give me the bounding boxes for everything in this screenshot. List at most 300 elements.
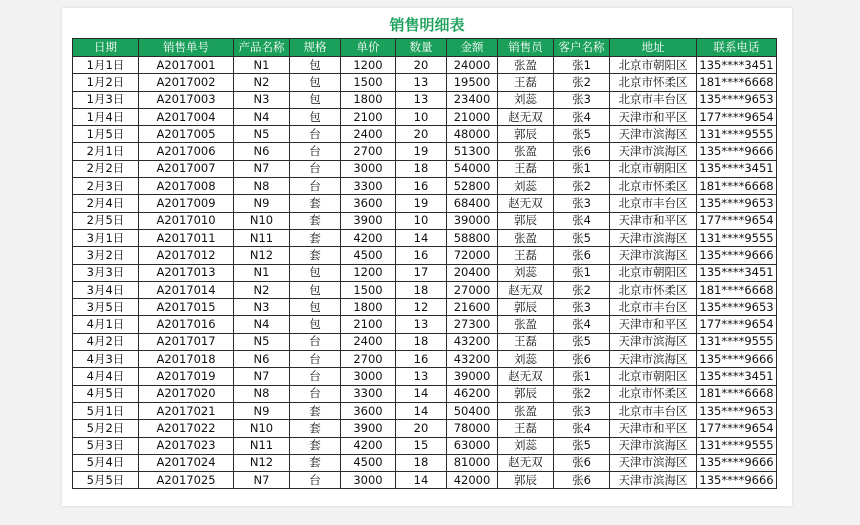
cell-customer-name[interactable]: 张4 [554, 420, 610, 437]
cell-amount[interactable]: 42000 [447, 472, 498, 489]
cell-phone[interactable]: 177****9654 [697, 108, 777, 125]
cell-phone[interactable]: 181****6668 [697, 385, 777, 402]
cell-address[interactable]: 北京市丰台区 [610, 402, 697, 419]
cell-date[interactable]: 4月3日 [73, 351, 139, 368]
cell-phone[interactable]: 177****9654 [697, 316, 777, 333]
cell-order-no[interactable]: A2017010 [139, 212, 234, 229]
cell-amount[interactable]: 48000 [447, 126, 498, 143]
cell-amount[interactable]: 23400 [447, 91, 498, 108]
table-row [73, 472, 777, 489]
cell-amount[interactable]: 21000 [447, 108, 498, 125]
cell-spec[interactable]: 套 [290, 247, 341, 264]
cell-quantity[interactable]: 14 [396, 402, 447, 419]
cell-product-name[interactable]: N11 [234, 437, 290, 454]
cell-spec[interactable]: 套 [290, 437, 341, 454]
cell-spec[interactable]: 台 [290, 160, 341, 177]
cell-unit-price[interactable]: 1200 [341, 57, 396, 74]
cell-date[interactable]: 3月5日 [73, 299, 139, 316]
cell-phone[interactable]: 135****9666 [697, 247, 777, 264]
table-row [73, 299, 777, 316]
column-header-quantity[interactable]: 数量 [396, 39, 447, 57]
cell-phone[interactable]: 135****3451 [697, 160, 777, 177]
cell-product-name[interactable]: N1 [234, 57, 290, 74]
cell-unit-price[interactable]: 2700 [341, 351, 396, 368]
cell-quantity[interactable]: 16 [396, 351, 447, 368]
cell-phone[interactable]: 181****6668 [697, 178, 777, 195]
cell-quantity[interactable]: 10 [396, 108, 447, 125]
cell-date[interactable]: 5月4日 [73, 454, 139, 471]
cell-spec[interactable]: 包 [290, 74, 341, 91]
cell-amount[interactable]: 24000 [447, 57, 498, 74]
column-header-phone[interactable]: 联系电话 [697, 39, 777, 57]
cell-product-name[interactable]: N7 [234, 472, 290, 489]
cell-address[interactable]: 北京市怀柔区 [610, 281, 697, 298]
cell-address[interactable]: 北京市怀柔区 [610, 178, 697, 195]
cell-product-name[interactable]: N7 [234, 368, 290, 385]
cell-date[interactable]: 5月5日 [73, 472, 139, 489]
cell-date[interactable]: 3月2日 [73, 247, 139, 264]
cell-amount[interactable]: 78000 [447, 420, 498, 437]
cell-salesperson[interactable]: 郭辰 [498, 126, 554, 143]
cell-unit-price[interactable]: 3000 [341, 368, 396, 385]
cell-order-no[interactable]: A2017022 [139, 420, 234, 437]
cell-product-name[interactable]: N10 [234, 212, 290, 229]
cell-customer-name[interactable]: 张6 [554, 143, 610, 160]
cell-spec[interactable]: 包 [290, 57, 341, 74]
cell-address[interactable]: 天津市滨海区 [610, 247, 697, 264]
cell-quantity[interactable]: 20 [396, 57, 447, 74]
cell-phone[interactable]: 135****9653 [697, 299, 777, 316]
cell-product-name[interactable]: N11 [234, 229, 290, 246]
cell-phone[interactable]: 135****9666 [697, 351, 777, 368]
cell-date[interactable]: 2月1日 [73, 143, 139, 160]
cell-amount[interactable]: 27000 [447, 281, 498, 298]
cell-salesperson[interactable]: 张盈 [498, 143, 554, 160]
cell-quantity[interactable]: 19 [396, 195, 447, 212]
cell-salesperson[interactable]: 刘蕊 [498, 351, 554, 368]
cell-quantity[interactable]: 18 [396, 160, 447, 177]
cell-amount[interactable]: 68400 [447, 195, 498, 212]
cell-spec[interactable]: 台 [290, 333, 341, 350]
cell-address[interactable]: 北京市朝阳区 [610, 57, 697, 74]
cell-date[interactable]: 4月5日 [73, 385, 139, 402]
cell-spec[interactable]: 套 [290, 195, 341, 212]
cell-salesperson[interactable]: 赵无双 [498, 195, 554, 212]
cell-address[interactable]: 天津市滨海区 [610, 126, 697, 143]
cell-amount[interactable]: 39000 [447, 368, 498, 385]
cell-salesperson[interactable]: 王磊 [498, 247, 554, 264]
cell-phone[interactable]: 131****9555 [697, 229, 777, 246]
cell-product-name[interactable]: N5 [234, 126, 290, 143]
cell-phone[interactable]: 131****9555 [697, 126, 777, 143]
cell-unit-price[interactable]: 4200 [341, 229, 396, 246]
cell-spec[interactable]: 台 [290, 351, 341, 368]
cell-product-name[interactable]: N2 [234, 74, 290, 91]
cell-order-no[interactable]: A2017001 [139, 57, 234, 74]
column-header-salesperson[interactable]: 销售员 [498, 39, 554, 57]
cell-amount[interactable]: 39000 [447, 212, 498, 229]
cell-quantity[interactable]: 14 [396, 472, 447, 489]
table-row [73, 454, 777, 471]
cell-order-no[interactable]: A2017019 [139, 368, 234, 385]
cell-spec[interactable]: 包 [290, 316, 341, 333]
cell-quantity[interactable]: 13 [396, 74, 447, 91]
cell-order-no[interactable]: A2017007 [139, 160, 234, 177]
cell-order-no[interactable]: A2017006 [139, 143, 234, 160]
table-row [73, 333, 777, 350]
cell-order-no[interactable]: A2017018 [139, 351, 234, 368]
cell-spec[interactable]: 台 [290, 472, 341, 489]
cell-salesperson[interactable]: 王磊 [498, 74, 554, 91]
cell-spec[interactable]: 包 [290, 91, 341, 108]
cell-salesperson[interactable]: 赵无双 [498, 368, 554, 385]
cell-customer-name[interactable]: 张1 [554, 57, 610, 74]
cell-product-name[interactable]: N3 [234, 299, 290, 316]
cell-salesperson[interactable]: 张盈 [498, 402, 554, 419]
cell-amount[interactable]: 43200 [447, 333, 498, 350]
cell-customer-name[interactable]: 张3 [554, 91, 610, 108]
cell-salesperson[interactable]: 刘蕊 [498, 264, 554, 281]
cell-unit-price[interactable]: 1500 [341, 281, 396, 298]
column-header-spec[interactable]: 规格 [290, 39, 341, 57]
sheet-title: 销售明细表 [389, 16, 465, 34]
cell-order-no[interactable]: A2017008 [139, 178, 234, 195]
cell-order-no[interactable]: A2017013 [139, 264, 234, 281]
cell-order-no[interactable]: A2017003 [139, 91, 234, 108]
cell-order-no[interactable]: A2017023 [139, 437, 234, 454]
cell-spec[interactable]: 套 [290, 229, 341, 246]
cell-product-name[interactable]: N5 [234, 333, 290, 350]
cell-spec[interactable]: 套 [290, 212, 341, 229]
cell-date[interactable]: 2月5日 [73, 212, 139, 229]
cell-order-no[interactable]: A2017015 [139, 299, 234, 316]
cell-unit-price[interactable]: 3000 [341, 160, 396, 177]
cell-date[interactable]: 5月1日 [73, 402, 139, 419]
cell-unit-price[interactable]: 3900 [341, 420, 396, 437]
cell-phone[interactable]: 177****9654 [697, 212, 777, 229]
cell-customer-name[interactable]: 张3 [554, 195, 610, 212]
cell-spec[interactable]: 套 [290, 420, 341, 437]
cell-quantity[interactable]: 18 [396, 281, 447, 298]
cell-quantity[interactable]: 10 [396, 212, 447, 229]
cell-salesperson[interactable]: 刘蕊 [498, 178, 554, 195]
cell-product-name[interactable]: N12 [234, 454, 290, 471]
cell-customer-name[interactable]: 张5 [554, 437, 610, 454]
cell-address[interactable]: 北京市朝阳区 [610, 160, 697, 177]
cell-salesperson[interactable]: 郭辰 [498, 212, 554, 229]
table-row [73, 91, 777, 108]
cell-customer-name[interactable]: 张1 [554, 264, 610, 281]
cell-product-name[interactable]: N10 [234, 420, 290, 437]
cell-address[interactable]: 天津市滨海区 [610, 333, 697, 350]
cell-customer-name[interactable]: 张4 [554, 316, 610, 333]
cell-address[interactable]: 天津市滨海区 [610, 351, 697, 368]
cell-customer-name[interactable]: 张1 [554, 160, 610, 177]
table-body [73, 57, 777, 489]
cell-address[interactable]: 北京市朝阳区 [610, 368, 697, 385]
cell-product-name[interactable]: N9 [234, 402, 290, 419]
table-row [73, 126, 777, 143]
cell-amount[interactable]: 46200 [447, 385, 498, 402]
cell-customer-name[interactable]: 张3 [554, 299, 610, 316]
cell-order-no[interactable]: A2017002 [139, 74, 234, 91]
cell-address[interactable]: 天津市滨海区 [610, 143, 697, 160]
cell-address[interactable]: 天津市和平区 [610, 316, 697, 333]
cell-quantity[interactable]: 15 [396, 437, 447, 454]
cell-order-no[interactable]: A2017011 [139, 229, 234, 246]
cell-address[interactable]: 北京市丰台区 [610, 91, 697, 108]
cell-product-name[interactable]: N6 [234, 143, 290, 160]
cell-customer-name[interactable]: 张5 [554, 229, 610, 246]
cell-quantity[interactable]: 14 [396, 229, 447, 246]
cell-customer-name[interactable]: 张3 [554, 402, 610, 419]
cell-address[interactable]: 天津市和平区 [610, 212, 697, 229]
cell-phone[interactable]: 131****9555 [697, 333, 777, 350]
cell-amount[interactable]: 21600 [447, 299, 498, 316]
cell-customer-name[interactable]: 张4 [554, 108, 610, 125]
cell-unit-price[interactable]: 2100 [341, 316, 396, 333]
cell-spec[interactable]: 台 [290, 143, 341, 160]
table-row [73, 160, 777, 177]
table-row [73, 420, 777, 437]
cell-amount[interactable]: 63000 [447, 437, 498, 454]
cell-quantity[interactable]: 12 [396, 299, 447, 316]
cell-date[interactable]: 3月1日 [73, 229, 139, 246]
cell-salesperson[interactable]: 郭辰 [498, 385, 554, 402]
cell-phone[interactable]: 135****9666 [697, 454, 777, 471]
cell-quantity[interactable]: 19 [396, 143, 447, 160]
cell-date[interactable]: 3月4日 [73, 281, 139, 298]
cell-amount[interactable]: 52800 [447, 178, 498, 195]
cell-customer-name[interactable]: 张2 [554, 281, 610, 298]
cell-unit-price[interactable]: 3600 [341, 402, 396, 419]
cell-amount[interactable]: 19500 [447, 74, 498, 91]
column-header-order-no[interactable]: 销售单号 [139, 39, 234, 57]
cell-quantity[interactable]: 18 [396, 454, 447, 471]
cell-salesperson[interactable]: 郭辰 [498, 299, 554, 316]
cell-amount[interactable]: 58800 [447, 229, 498, 246]
table-row [73, 316, 777, 333]
cell-product-name[interactable]: N4 [234, 316, 290, 333]
cell-salesperson[interactable]: 王磊 [498, 420, 554, 437]
cell-phone[interactable]: 131****9555 [697, 437, 777, 454]
cell-salesperson[interactable]: 王磊 [498, 333, 554, 350]
cell-phone[interactable]: 181****6668 [697, 74, 777, 91]
cell-spec[interactable]: 台 [290, 368, 341, 385]
cell-unit-price[interactable]: 4500 [341, 454, 396, 471]
cell-quantity[interactable]: 16 [396, 247, 447, 264]
cell-date[interactable]: 1月5日 [73, 126, 139, 143]
cell-customer-name[interactable]: 张6 [554, 454, 610, 471]
cell-quantity[interactable]: 17 [396, 264, 447, 281]
cell-unit-price[interactable]: 1800 [341, 91, 396, 108]
cell-date[interactable]: 5月2日 [73, 420, 139, 437]
cell-order-no[interactable]: A2017004 [139, 108, 234, 125]
column-header-customer-name[interactable]: 客户名称 [554, 39, 610, 57]
cell-amount[interactable]: 27300 [447, 316, 498, 333]
cell-address[interactable]: 天津市和平区 [610, 420, 697, 437]
cell-amount[interactable]: 81000 [447, 454, 498, 471]
cell-phone[interactable]: 135****9666 [697, 472, 777, 489]
cell-salesperson[interactable]: 王磊 [498, 160, 554, 177]
cell-unit-price[interactable]: 3900 [341, 212, 396, 229]
cell-order-no[interactable]: A2017014 [139, 281, 234, 298]
cell-address[interactable]: 天津市滨海区 [610, 229, 697, 246]
cell-address[interactable]: 天津市滨海区 [610, 472, 697, 489]
column-header-date[interactable]: 日期 [73, 39, 139, 57]
table-row [73, 108, 777, 125]
cell-address[interactable]: 北京市丰台区 [610, 195, 697, 212]
cell-phone[interactable]: 135****9666 [697, 143, 777, 160]
cell-date[interactable]: 1月2日 [73, 74, 139, 91]
cell-spec[interactable]: 台 [290, 178, 341, 195]
cell-date[interactable]: 3月3日 [73, 264, 139, 281]
cell-salesperson[interactable]: 张盈 [498, 316, 554, 333]
cell-address[interactable]: 北京市怀柔区 [610, 385, 697, 402]
cell-spec[interactable]: 台 [290, 385, 341, 402]
cell-date[interactable]: 4月2日 [73, 333, 139, 350]
cell-order-no[interactable]: A2017005 [139, 126, 234, 143]
cell-product-name[interactable]: N1 [234, 264, 290, 281]
cell-product-name[interactable]: N2 [234, 281, 290, 298]
cell-salesperson[interactable]: 赵无双 [498, 454, 554, 471]
cell-amount[interactable]: 20400 [447, 264, 498, 281]
column-header-product-name[interactable]: 产品名称 [234, 39, 290, 57]
cell-product-name[interactable]: N7 [234, 160, 290, 177]
cell-phone[interactable]: 135****9653 [697, 195, 777, 212]
cell-customer-name[interactable]: 张2 [554, 385, 610, 402]
cell-date[interactable]: 1月3日 [73, 91, 139, 108]
cell-customer-name[interactable]: 张2 [554, 178, 610, 195]
cell-date[interactable]: 2月4日 [73, 195, 139, 212]
cell-quantity[interactable]: 13 [396, 368, 447, 385]
cell-date[interactable]: 2月2日 [73, 160, 139, 177]
cell-customer-name[interactable]: 张6 [554, 351, 610, 368]
cell-amount[interactable]: 43200 [447, 351, 498, 368]
cell-unit-price[interactable]: 4500 [341, 247, 396, 264]
cell-spec[interactable]: 套 [290, 454, 341, 471]
cell-date[interactable]: 1月4日 [73, 108, 139, 125]
cell-unit-price[interactable]: 1500 [341, 74, 396, 91]
cell-spec[interactable]: 包 [290, 108, 341, 125]
table-row [73, 351, 777, 368]
cell-quantity[interactable]: 13 [396, 316, 447, 333]
cell-address[interactable]: 北京市丰台区 [610, 299, 697, 316]
cell-phone[interactable]: 181****6668 [697, 281, 777, 298]
table-row [73, 402, 777, 419]
cell-product-name[interactable]: N3 [234, 91, 290, 108]
cell-customer-name[interactable]: 张4 [554, 212, 610, 229]
cell-address[interactable]: 北京市朝阳区 [610, 264, 697, 281]
cell-address[interactable]: 北京市怀柔区 [610, 74, 697, 91]
cell-date[interactable]: 4月1日 [73, 316, 139, 333]
cell-product-name[interactable]: N6 [234, 351, 290, 368]
cell-spec[interactable]: 包 [290, 264, 341, 281]
cell-unit-price[interactable]: 3300 [341, 178, 396, 195]
cell-quantity[interactable]: 13 [396, 91, 447, 108]
cell-customer-name[interactable]: 张1 [554, 368, 610, 385]
cell-customer-name[interactable]: 张6 [554, 472, 610, 489]
cell-product-name[interactable]: N9 [234, 195, 290, 212]
cell-phone[interactable]: 135****3451 [697, 264, 777, 281]
cell-customer-name[interactable]: 张5 [554, 126, 610, 143]
cell-salesperson[interactable]: 郭辰 [498, 472, 554, 489]
cell-unit-price[interactable]: 3600 [341, 195, 396, 212]
cell-address[interactable]: 天津市滨海区 [610, 454, 697, 471]
cell-quantity[interactable]: 20 [396, 420, 447, 437]
cell-unit-price[interactable]: 1800 [341, 299, 396, 316]
cell-address[interactable]: 天津市滨海区 [610, 437, 697, 454]
column-header-unit-price[interactable]: 单价 [341, 39, 396, 57]
cell-salesperson[interactable]: 张盈 [498, 229, 554, 246]
cell-spec[interactable]: 台 [290, 126, 341, 143]
cell-order-no[interactable]: A2017025 [139, 472, 234, 489]
cell-amount[interactable]: 50400 [447, 402, 498, 419]
cell-unit-price[interactable]: 4200 [341, 437, 396, 454]
cell-order-no[interactable]: A2017020 [139, 385, 234, 402]
cell-salesperson[interactable]: 张盈 [498, 57, 554, 74]
cell-customer-name[interactable]: 张2 [554, 74, 610, 91]
cell-customer-name[interactable]: 张5 [554, 333, 610, 350]
cell-unit-price[interactable]: 2400 [341, 126, 396, 143]
cell-salesperson[interactable]: 刘蕊 [498, 91, 554, 108]
cell-salesperson[interactable]: 赵无双 [498, 281, 554, 298]
cell-address[interactable]: 天津市和平区 [610, 108, 697, 125]
cell-quantity[interactable]: 14 [396, 385, 447, 402]
cell-phone[interactable]: 135****3451 [697, 368, 777, 385]
cell-unit-price[interactable]: 2400 [341, 333, 396, 350]
cell-phone[interactable]: 135****9653 [697, 402, 777, 419]
cell-unit-price[interactable]: 3000 [341, 472, 396, 489]
cell-amount[interactable]: 54000 [447, 160, 498, 177]
cell-spec[interactable]: 包 [290, 299, 341, 316]
column-header-amount[interactable]: 金额 [447, 39, 498, 57]
cell-date[interactable]: 5月3日 [73, 437, 139, 454]
cell-phone[interactable]: 135****9653 [697, 91, 777, 108]
cell-order-no[interactable]: A2017021 [139, 402, 234, 419]
cell-product-name[interactable]: N8 [234, 178, 290, 195]
cell-quantity[interactable]: 18 [396, 333, 447, 350]
cell-phone[interactable]: 177****9654 [697, 420, 777, 437]
cell-date[interactable]: 4月4日 [73, 368, 139, 385]
cell-quantity[interactable]: 16 [396, 178, 447, 195]
cell-spec[interactable]: 包 [290, 281, 341, 298]
cell-product-name[interactable]: N8 [234, 385, 290, 402]
cell-order-no[interactable]: A2017017 [139, 333, 234, 350]
cell-spec[interactable]: 套 [290, 402, 341, 419]
cell-customer-name[interactable]: 张6 [554, 247, 610, 264]
cell-unit-price[interactable]: 2100 [341, 108, 396, 125]
cell-date[interactable]: 2月3日 [73, 178, 139, 195]
column-header-address[interactable]: 地址 [610, 39, 697, 57]
cell-amount[interactable]: 51300 [447, 143, 498, 160]
cell-order-no[interactable]: A2017012 [139, 247, 234, 264]
cell-salesperson[interactable]: 刘蕊 [498, 437, 554, 454]
cell-phone[interactable]: 135****3451 [697, 57, 777, 74]
cell-order-no[interactable]: A2017016 [139, 316, 234, 333]
cell-date[interactable]: 1月1日 [73, 57, 139, 74]
cell-product-name[interactable]: N4 [234, 108, 290, 125]
cell-unit-price[interactable]: 1200 [341, 264, 396, 281]
cell-unit-price[interactable]: 2700 [341, 143, 396, 160]
cell-order-no[interactable]: A2017024 [139, 454, 234, 471]
cell-quantity[interactable]: 20 [396, 126, 447, 143]
cell-order-no[interactable]: A2017009 [139, 195, 234, 212]
cell-salesperson[interactable]: 赵无双 [498, 108, 554, 125]
cell-unit-price[interactable]: 3300 [341, 385, 396, 402]
cell-amount[interactable]: 72000 [447, 247, 498, 264]
cell-product-name[interactable]: N12 [234, 247, 290, 264]
